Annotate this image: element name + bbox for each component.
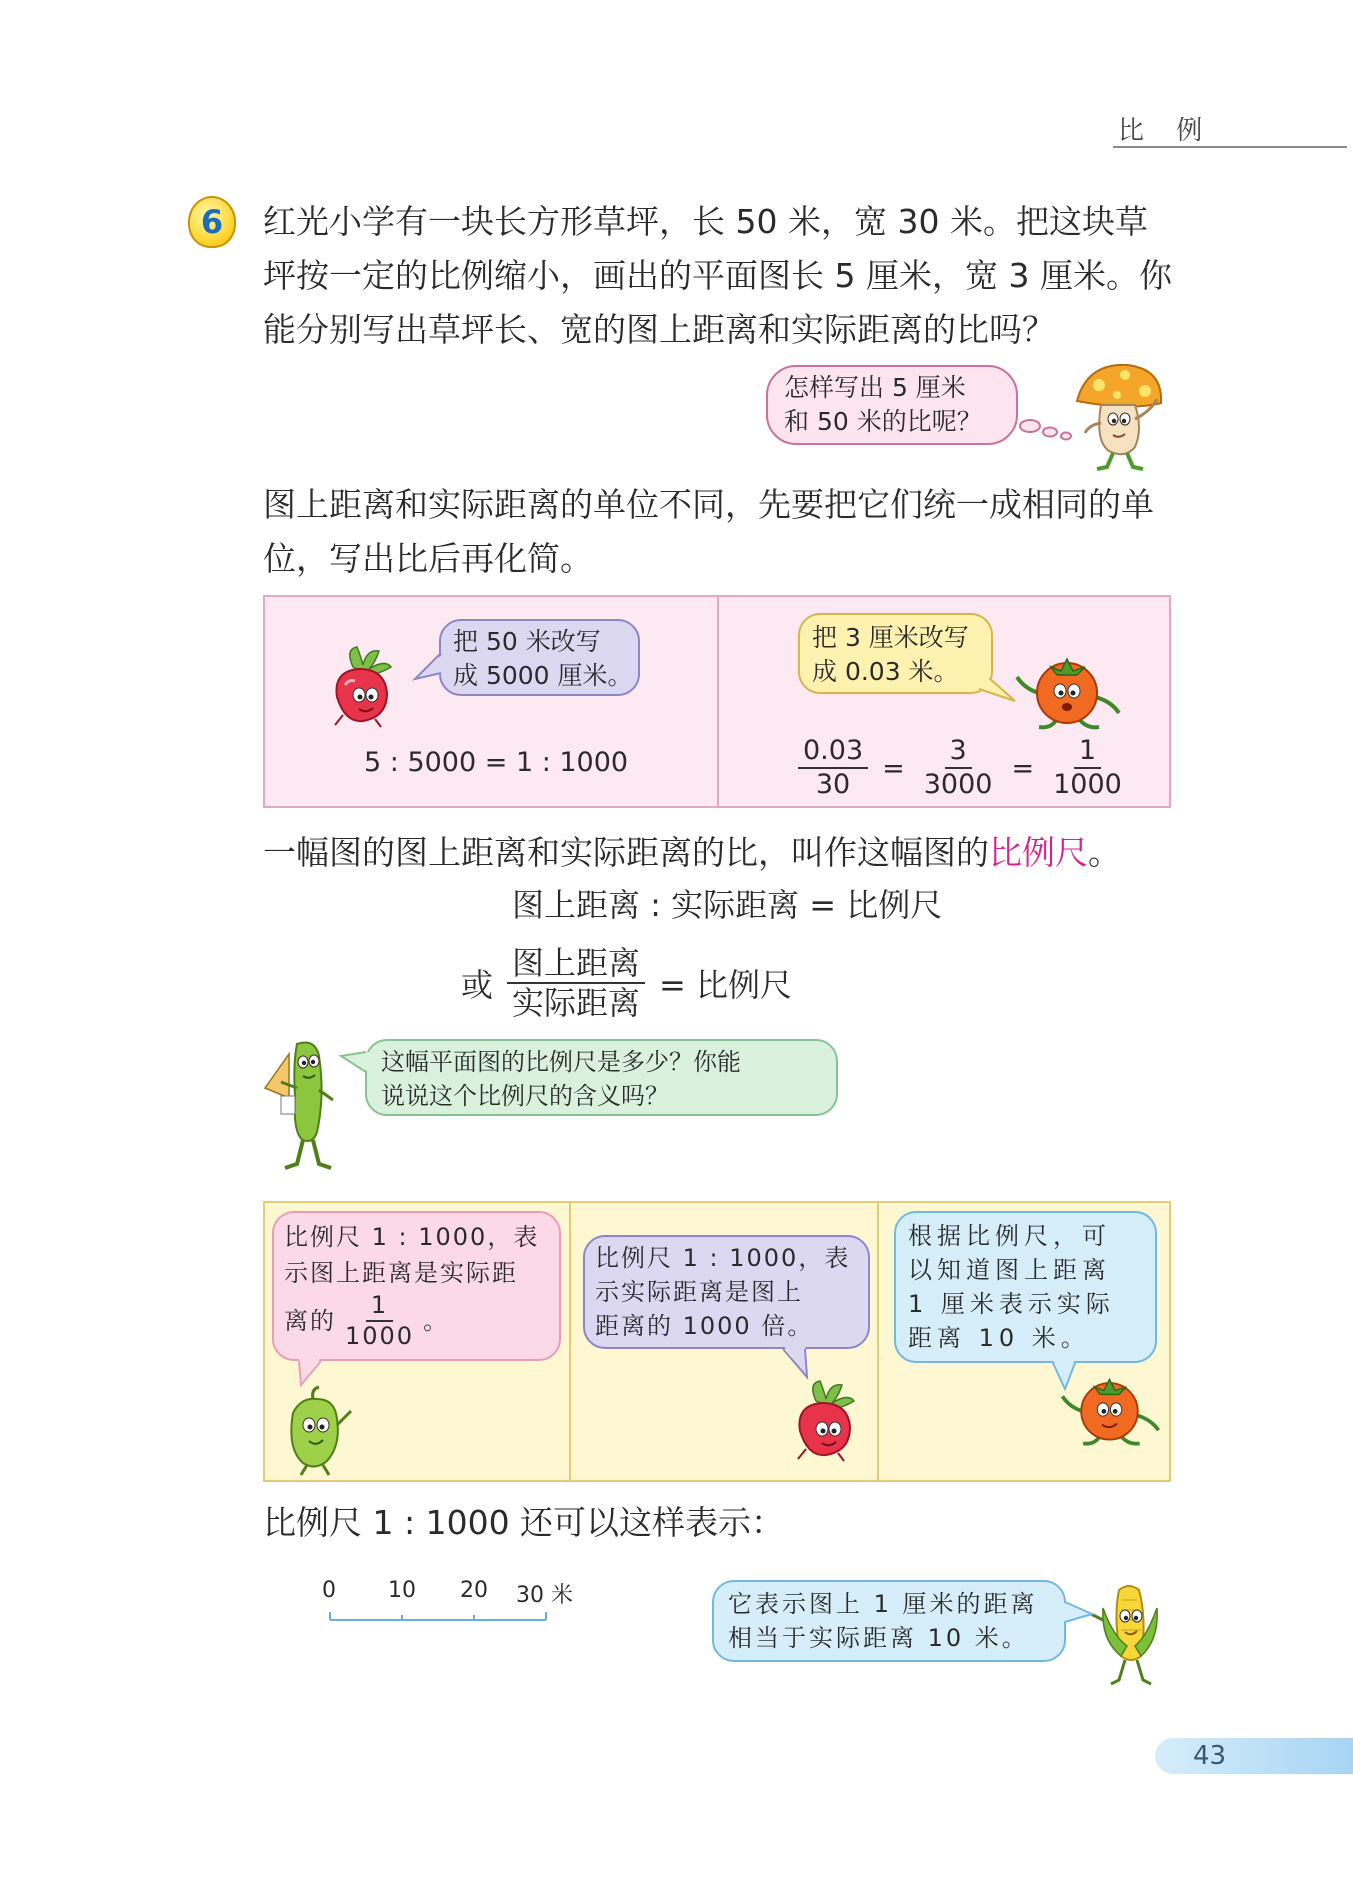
numerator: 1 bbox=[366, 1291, 393, 1322]
denominator: 30 bbox=[815, 769, 851, 801]
problem-line: 红光小学有一块长方形草坪，长 50 米，宽 30 米。把这块草 bbox=[263, 202, 1148, 241]
scale-label: 20 bbox=[460, 1578, 488, 1603]
bubble-line: 成 5000 厘米。 bbox=[453, 661, 633, 690]
explanation-line: 位，写出比后再化简。 bbox=[263, 539, 593, 578]
bubble-line: 1 厘米表示实际 bbox=[908, 1290, 1115, 1318]
bubble-line: 和 50 米的比呢？ bbox=[784, 407, 982, 436]
bubble-line: 成 0.03 米。 bbox=[812, 657, 959, 686]
denominator: 1000 bbox=[345, 1321, 415, 1350]
bubble-line: 示图上距离是实际距 bbox=[284, 1259, 518, 1287]
denominator: 1000 bbox=[1053, 769, 1122, 801]
defined-term: 比例尺 bbox=[989, 833, 1088, 872]
line-suffix: 。 bbox=[423, 1306, 450, 1335]
mushroom-speech-bubble bbox=[766, 365, 1018, 445]
scale-intro: 比例尺 1 : 1000 还可以这样表示： bbox=[263, 1503, 785, 1542]
bubble-tail bbox=[287, 1351, 337, 1391]
box-divider bbox=[569, 1203, 571, 1480]
scale-label: 0 bbox=[322, 1578, 336, 1603]
numerator: 3 bbox=[945, 735, 972, 769]
scale-bar bbox=[326, 1606, 552, 1626]
page-number: 43 bbox=[1155, 1738, 1353, 1774]
problem-line: 能分别写出草坪长、宽的图上距离和实际距离的比吗？ bbox=[263, 310, 1055, 349]
header-rule bbox=[1113, 146, 1347, 148]
meaning-bubble-1 bbox=[272, 1211, 561, 1361]
bubble-tail bbox=[338, 1044, 374, 1084]
problem-number-badge: 6 bbox=[188, 196, 236, 248]
scale-label: 30 米 bbox=[516, 1583, 573, 1608]
scale-label: 10 bbox=[388, 1578, 416, 1603]
chapter-title: 比 例 bbox=[1118, 116, 1215, 146]
bubble-tail bbox=[411, 647, 447, 687]
fraction bbox=[340, 1291, 419, 1351]
bubble-line: 比例尺 1 : 1000，表 bbox=[284, 1223, 540, 1251]
numerator: 1 bbox=[1074, 735, 1101, 769]
bubble-line bbox=[284, 1291, 549, 1351]
line-prefix: 离的 bbox=[284, 1306, 336, 1335]
fraction-formula bbox=[461, 944, 792, 1023]
bubble-line: 根据比例尺，可 bbox=[908, 1222, 1111, 1250]
equals-sign: = bbox=[1011, 752, 1035, 784]
bubble-tail bbox=[971, 667, 1021, 707]
pepper-character bbox=[271, 1385, 361, 1477]
formula-result: = 比例尺 bbox=[659, 966, 793, 1005]
fraction-simplification bbox=[798, 735, 1127, 802]
fraction bbox=[507, 944, 645, 1023]
fraction bbox=[919, 735, 998, 802]
bubble-line: 相当于实际距离 10 米。 bbox=[728, 1624, 1029, 1652]
bubble-line: 距离的 1000 倍。 bbox=[595, 1312, 814, 1340]
bubble-line: 这幅平面图的比例尺是多少？你能 bbox=[381, 1048, 741, 1076]
scale-definition bbox=[263, 826, 1121, 880]
radish-character bbox=[323, 645, 403, 728]
denominator: 3000 bbox=[923, 769, 993, 801]
bubble-line: 它表示图上 1 厘米的距离 bbox=[728, 1590, 1038, 1618]
definition-text: 一幅图的图上距离和实际距离的比，叫作这幅图的 bbox=[263, 833, 989, 872]
meaning-bubble-2 bbox=[583, 1235, 870, 1349]
thought-dots bbox=[1016, 412, 1076, 446]
bubble-line: 把 50 米改写 bbox=[453, 627, 601, 656]
scale-meaning-box bbox=[263, 1201, 1171, 1482]
bubble-line: 以知道图上距离 bbox=[908, 1256, 1111, 1284]
equals-sign: = bbox=[882, 752, 905, 784]
question-bubble bbox=[365, 1039, 838, 1116]
bubble-line: 说说这个比例尺的含义吗？ bbox=[381, 1082, 669, 1110]
formula-or: 或 bbox=[461, 966, 494, 1005]
bubble-line: 示实际距离是图上 bbox=[595, 1278, 803, 1306]
explanation-text bbox=[263, 478, 1154, 586]
definition-end: 。 bbox=[1088, 833, 1121, 872]
tomato-character bbox=[1007, 649, 1127, 732]
radish-character bbox=[786, 1379, 866, 1462]
meaning-bubble-3 bbox=[894, 1211, 1157, 1363]
bubble-tail bbox=[1045, 1353, 1095, 1395]
fraction bbox=[1048, 735, 1127, 802]
scale-bar-bubble bbox=[712, 1580, 1066, 1662]
fraction bbox=[798, 735, 868, 802]
bubble-tail bbox=[777, 1339, 827, 1381]
conversion-box bbox=[263, 595, 1171, 808]
ratio-formula: 图上距离 : 实际距离 = 比例尺 bbox=[512, 886, 943, 924]
numerator: 0.03 bbox=[798, 735, 868, 769]
bubble-line: 比例尺 1 : 1000，表 bbox=[595, 1244, 851, 1272]
box-divider bbox=[877, 1203, 879, 1480]
explanation-line: 图上距离和实际距离的单位不同，先要把它们统一成相同的单 bbox=[263, 485, 1154, 524]
cm-to-meters-bubble bbox=[798, 613, 993, 694]
ratio-equation: 5 : 5000 = 1 : 1000 bbox=[364, 747, 629, 778]
bubble-tail bbox=[1058, 1596, 1098, 1636]
problem-line: 坪按一定的比例缩小，画出的平面图长 5 厘米，宽 3 厘米。你 bbox=[263, 256, 1172, 295]
box-divider bbox=[717, 597, 719, 806]
problem-text bbox=[263, 195, 1172, 357]
numerator: 图上距离 bbox=[507, 944, 645, 984]
bubble-line: 把 3 厘米改写 bbox=[812, 623, 969, 652]
bean-character bbox=[263, 1036, 343, 1173]
bubble-line: 怎样写出 5 厘米 bbox=[784, 373, 966, 402]
meters-to-cm-bubble bbox=[439, 619, 640, 696]
denominator: 实际距离 bbox=[512, 984, 641, 1023]
mushroom-character bbox=[1071, 359, 1167, 473]
bubble-line: 距离 10 米。 bbox=[908, 1324, 1090, 1352]
